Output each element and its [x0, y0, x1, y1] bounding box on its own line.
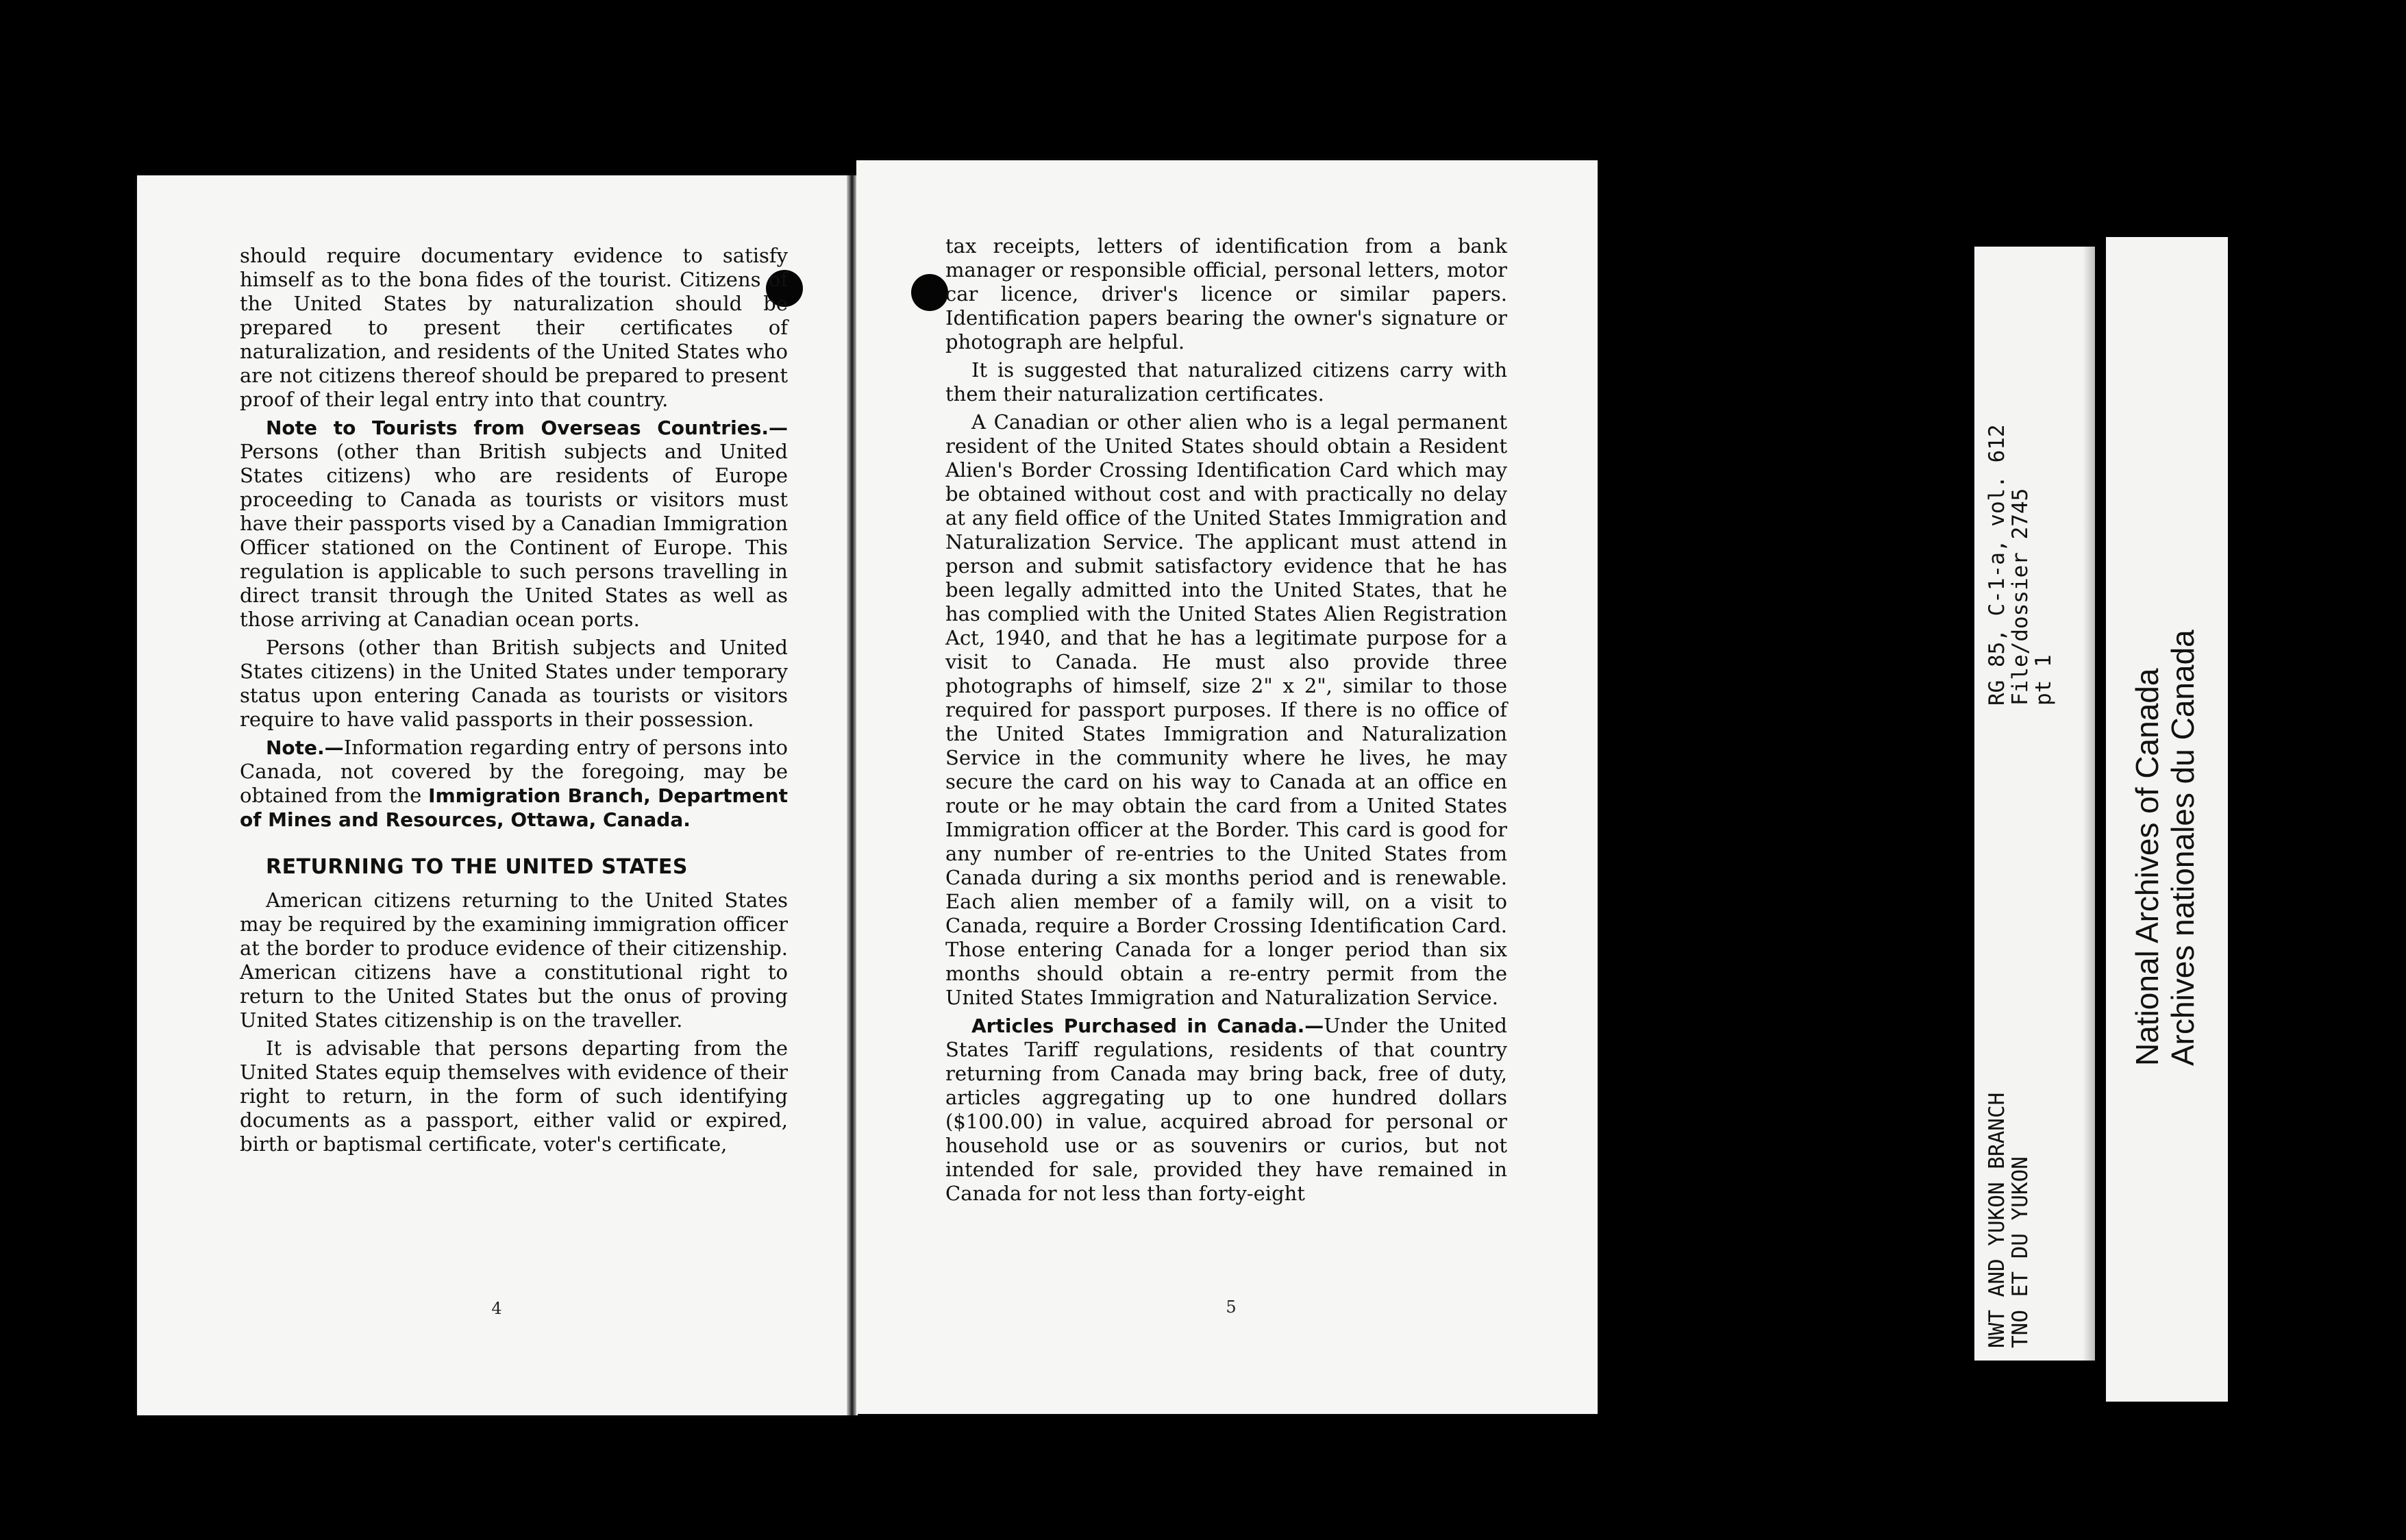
- paragraph: tax receipts, letters of identification from a bank manager or responsible official, personal letters, motor car licence, driver's licence or similar papers. Identification papers bearing the owner's signature or photograph are helpful.: [945, 234, 1507, 353]
- strip-shadow: [2083, 247, 2095, 1361]
- paragraph: Persons (other than British subjects and United States citizens) in the United States under temporary status upon entering Canada as tourists or visitors require to have valid passports in their possession.: [240, 636, 788, 731]
- paragraph: It is suggested that naturalized citizens carry with them their naturalization certificates.: [945, 358, 1507, 406]
- booklet-spine: [847, 175, 856, 1415]
- file-ref-line: RG 85, C-1-a, vol. 612: [1985, 424, 2009, 706]
- paragraph-body: Persons (other than British subjects and United States citizens) who are residents of Europe proceeding to Canada as tourists or visitors must have their passports vised by a Canadian Immigration Officer stationed on the Continent of Europe. This regulation is applicable to such persons travelling in direct transit through the United States as well as those arriving at Canadian ocean ports.: [240, 440, 788, 631]
- paragraph: should require documentary evidence to satisfy himself as to the bona fides of the tourist. Citizens of the United States by naturalization should be prepared to present their certificates of naturalization, and residents of the United States who are not citizens thereof should be prepared to present proof of their legal entry into that country.: [240, 244, 788, 411]
- paragraph: [240, 416, 788, 632]
- branch-line: TNO ET DU YUKON: [2008, 1156, 2033, 1348]
- file-ref-line: pt 1: [2031, 654, 2056, 706]
- paragraph: It is advisable that persons departing from the United States equip themselves with evidence of their right to return, in the form of such identifying documents as a passport, either valid or expired, birth or baptismal certificate, voter's certificate,: [240, 1036, 788, 1156]
- archives-line: National Archives of Canada: [2129, 668, 2165, 1066]
- page-number: 5: [1226, 1297, 1237, 1317]
- archives-line: Archives nationales du Canada: [2165, 630, 2200, 1066]
- paragraph: American citizens returning to the United States may be required by the examining immigration officer at the border to produce evidence of their citizenship. American citizens have a constitutional right to return to the United States but the onus of proving United States citizenship is on the traveller.: [240, 889, 788, 1032]
- branch-text: [1985, 1093, 2032, 1348]
- punch-hole: [911, 274, 948, 311]
- bold-address: Immigration Branch, Department of Mines and Resources, Ottawa, Canada.: [240, 784, 788, 831]
- right-booklet-page: [856, 160, 1598, 1414]
- paragraph-body: Under the United States Tariff regulations, residents of that country returning from Canada may bring back, free of duty, articles aggregating up to one hundred dollars ($100.00) in value, acquired abroad for personal or household use or as souvenirs or curios, but not intended for sale, provided they have remained in Canada for not less than forty-eight: [945, 1014, 1507, 1205]
- archives-label-text: [2129, 630, 2200, 1066]
- run-in-heading: Note to Tourists from Overseas Countries.—: [266, 417, 788, 439]
- paragraph: A Canadian or other alien who is a legal permanent resident of the United States should obtain a Resident Alien's Border Crossing Identification Card which may be obtained without cost and with practically no delay at any field office of the United States Immigration and Naturalization Service. The applicant must attend in person and submit satisfactory evidence that he has been legally admitted into the United States, that he has complied with the United States Alien Registration Act, 1940, and that he has a legitimate purpose for a visit to Canada. He must also provide three photographs of himself, size 2" x 2", similar to those required for passport purposes. If there is no office of the United States Immigration and Naturalization Service in the community where he lives, he may secure the card on his way to Canada at an office en route or he may obtain the card from a United States Immigration officer at the Border. This card is good for any number of re-entries to the United States from Canada during a six months period and is renewable. Each alien member of a family will, on a visit to Canada, require a Border Crossing Identification Card. Those entering Canada for a longer period than six months should obtain a re-entry permit from the United States Immigration and Naturalization Service.: [945, 410, 1507, 1009]
- paragraph-body: Information regarding entry of persons into Canada, not covered by the foregoing, may be obtained from the: [240, 736, 788, 807]
- section-heading: RETURNING TO THE UNITED STATES: [266, 855, 689, 879]
- left-page-text: [240, 244, 788, 1160]
- run-in-heading: Articles Purchased in Canada.—: [971, 1015, 1324, 1037]
- right-page-text: [945, 234, 1507, 1210]
- paragraph: [240, 736, 788, 832]
- file-ref-line: File/dossier 2745: [2008, 488, 2033, 706]
- page-number: 4: [491, 1299, 502, 1318]
- left-booklet-page: [137, 175, 858, 1415]
- branch-line: NWT AND YUKON BRANCH: [1985, 1092, 2009, 1348]
- paragraph: [945, 1014, 1507, 1206]
- run-in-heading: Note.—: [266, 736, 344, 759]
- file-reference-text: [1985, 424, 2055, 706]
